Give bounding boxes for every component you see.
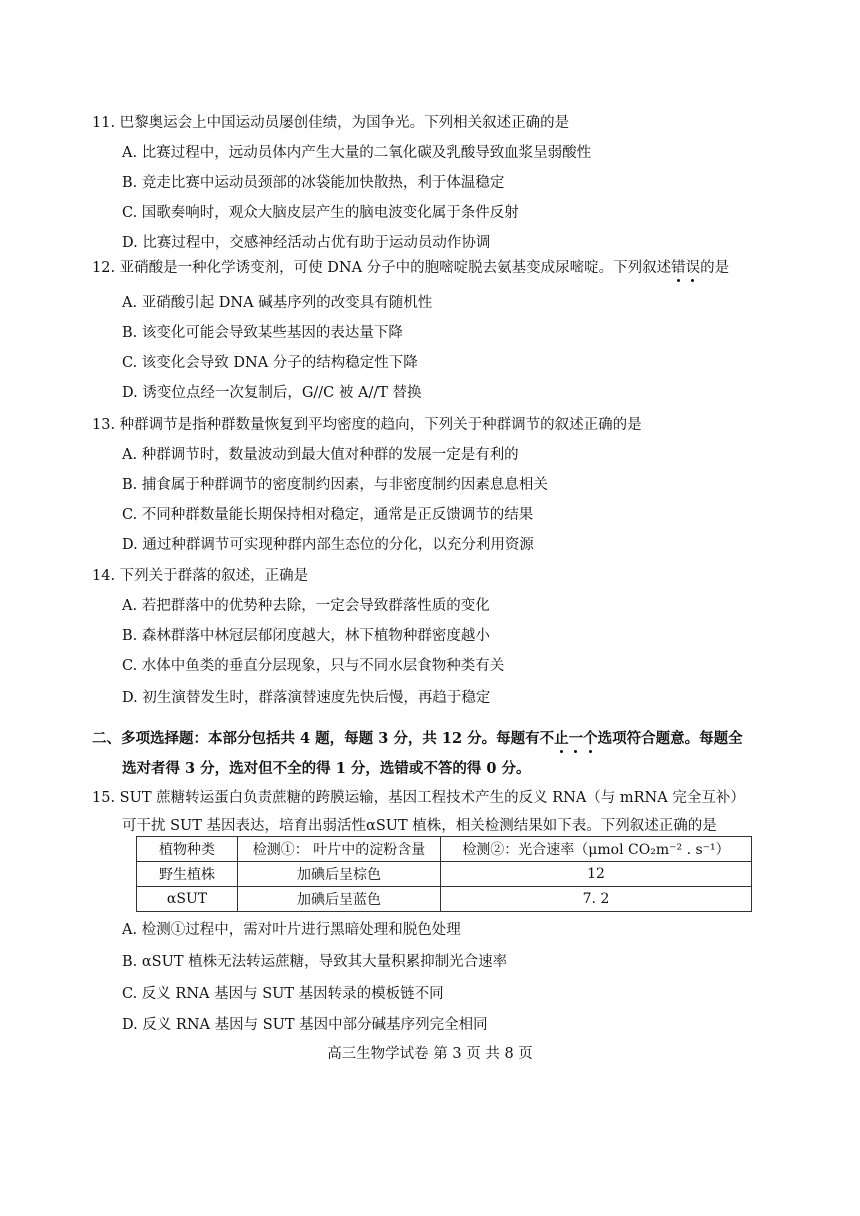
table-cell: 加碘后呈棕色 xyxy=(238,862,441,887)
question-12-option-d: D. 诱变位点经一次复制后，G//C 被 A//T 替换 xyxy=(122,385,422,401)
question-12-option-c: C. 该变化会导致 DNA 分子的结构稳定性下降 xyxy=(122,355,418,371)
table-header-cell: 检测②：光合速率（μmol CO₂m⁻² . s⁻¹） xyxy=(441,837,752,862)
question-12-stem-text: 12. 亚硝酸是一种化学诱变剂，可使 DNA 分子中的胞嘧啶脱去氨基变成尿嘧啶。下列叙述 xyxy=(92,260,672,276)
emphasis-char-zhi: 止 xyxy=(554,730,569,747)
table-cell: 7. 2 xyxy=(441,887,752,912)
question-12-stem xyxy=(92,258,729,278)
question-13-option-a: A. 种群调节时，数量波动到最大值对种群的发展一定是有利的 xyxy=(122,447,519,463)
question-12-stem-end: 的是 xyxy=(700,260,730,276)
question-15-option-d: D. 反义 RNA 基因与 SUT 基因中部分碱基序列完全相同 xyxy=(122,1017,488,1033)
table-header-row xyxy=(137,837,752,862)
question-13-option-d: D. 通过种群调节可实现种群内部生态位的分化，以充分利用资源 xyxy=(122,537,534,553)
question-15-stem-line-1: 15. SUT 蔗糖转运蛋白负责蔗糖的跨膜运输，基因工程技术产生的反义 RNA（与 mRNA 完全互补） xyxy=(92,790,745,806)
section-2-heading-end: 选项符合题意。每题全 xyxy=(597,730,743,747)
question-13-stem: 13. 种群调节是指种群数量恢复到平均密度的趋向，下列关于种群调节的叙述正确的是 xyxy=(92,417,642,433)
question-11-stem: 11. 巴黎奥运会上中国运动员屡创佳绩，为国争光。下列相关叙述正确的是 xyxy=(92,115,570,131)
question-13-option-c: C. 不同种群数量能长期保持相对稳定，通常是正反馈调节的结果 xyxy=(122,507,534,523)
question-14-option-a: A. 若把群落中的优势种去除，一定会导致群落性质的变化 xyxy=(122,598,490,614)
table-cell: 12 xyxy=(441,862,752,887)
table-row xyxy=(137,887,752,912)
table-header-cell: 植物种类 xyxy=(137,837,238,862)
question-13-option-b: B. 捕食属于种群调节的密度制约因素，与非密度制约因素息息相关 xyxy=(122,477,548,493)
question-15-option-a: A. 检测①过程中，需对叶片进行黑暗处理和脱色处理 xyxy=(122,922,461,938)
emphasis-char-yi: 一 xyxy=(568,730,584,747)
question-14-option-d: D. 初生演替发生时，群落演替速度先快后慢，再趋于稳定 xyxy=(122,690,491,706)
question-15-stem-line-2: 可干扰 SUT 基因表达，培育出弱活性αSUT 植株，相关检测结果如下表。下列叙述正确的是 xyxy=(122,818,717,834)
question-14-option-b: B. 森林群落中林冠层郁闭度越大，林下植物种群密度越小 xyxy=(122,628,490,644)
question-15-option-b: B. αSUT 植株无法转运蔗糖，导致其大量积累抑制光合速率 xyxy=(122,954,508,970)
section-2-heading xyxy=(92,729,743,749)
question-11-option-d: D. 比赛过程中，交感神经活动占优有助于运动员动作协调 xyxy=(122,235,491,251)
table-header-cell: 检测①： 叶片中的淀粉含量 xyxy=(238,837,441,862)
question-15-option-c: C. 反义 RNA 基因与 SUT 基因转录的模板链不同 xyxy=(122,986,444,1002)
question-12-option-b: B. 该变化可能会导致某些基因的表达量下降 xyxy=(122,325,403,341)
emphasis-char-2: 误 xyxy=(685,260,701,276)
section-2-heading-text: 二、多项选择题：本部分包括共 4 题，每题 3 分，共 12 分。每题有不 xyxy=(92,730,555,747)
table-row xyxy=(137,862,752,887)
emphasis-char-ge: 个 xyxy=(583,730,598,747)
results-table xyxy=(136,836,752,912)
question-14-option-c: C. 水体中鱼类的垂直分层现象，只与不同水层食物种类有关 xyxy=(122,658,505,674)
emphasis-char-1: 错 xyxy=(671,260,686,276)
section-2-scoring: 选对者得 3 分，选对但不全的得 1 分，选错或不答的得 0 分。 xyxy=(122,760,531,777)
table-cell: 野生植株 xyxy=(137,862,238,887)
table-cell: 加碘后呈蓝色 xyxy=(238,887,441,912)
question-11-option-a: A. 比赛过程中，远动员体内产生大量的二氧化碳及乳酸导致血浆呈弱酸性 xyxy=(122,145,592,161)
question-11-option-b: B. 竞走比赛中运动员颈部的冰袋能加快散热，利于体温稳定 xyxy=(122,175,505,191)
page-footer: 高三生物学试卷 第 3 页 共 8 页 xyxy=(327,1046,533,1062)
question-11-option-c: C. 国歌奏响时，观众大脑皮层产生的脑电波变化属于条件反射 xyxy=(122,205,519,221)
question-14-stem: 14. 下列关于群落的叙述，正确是 xyxy=(92,568,309,584)
table-cell: αSUT xyxy=(137,887,238,912)
question-12-option-a: A. 亚硝酸引起 DNA 碱基序列的改变具有随机性 xyxy=(122,295,433,311)
